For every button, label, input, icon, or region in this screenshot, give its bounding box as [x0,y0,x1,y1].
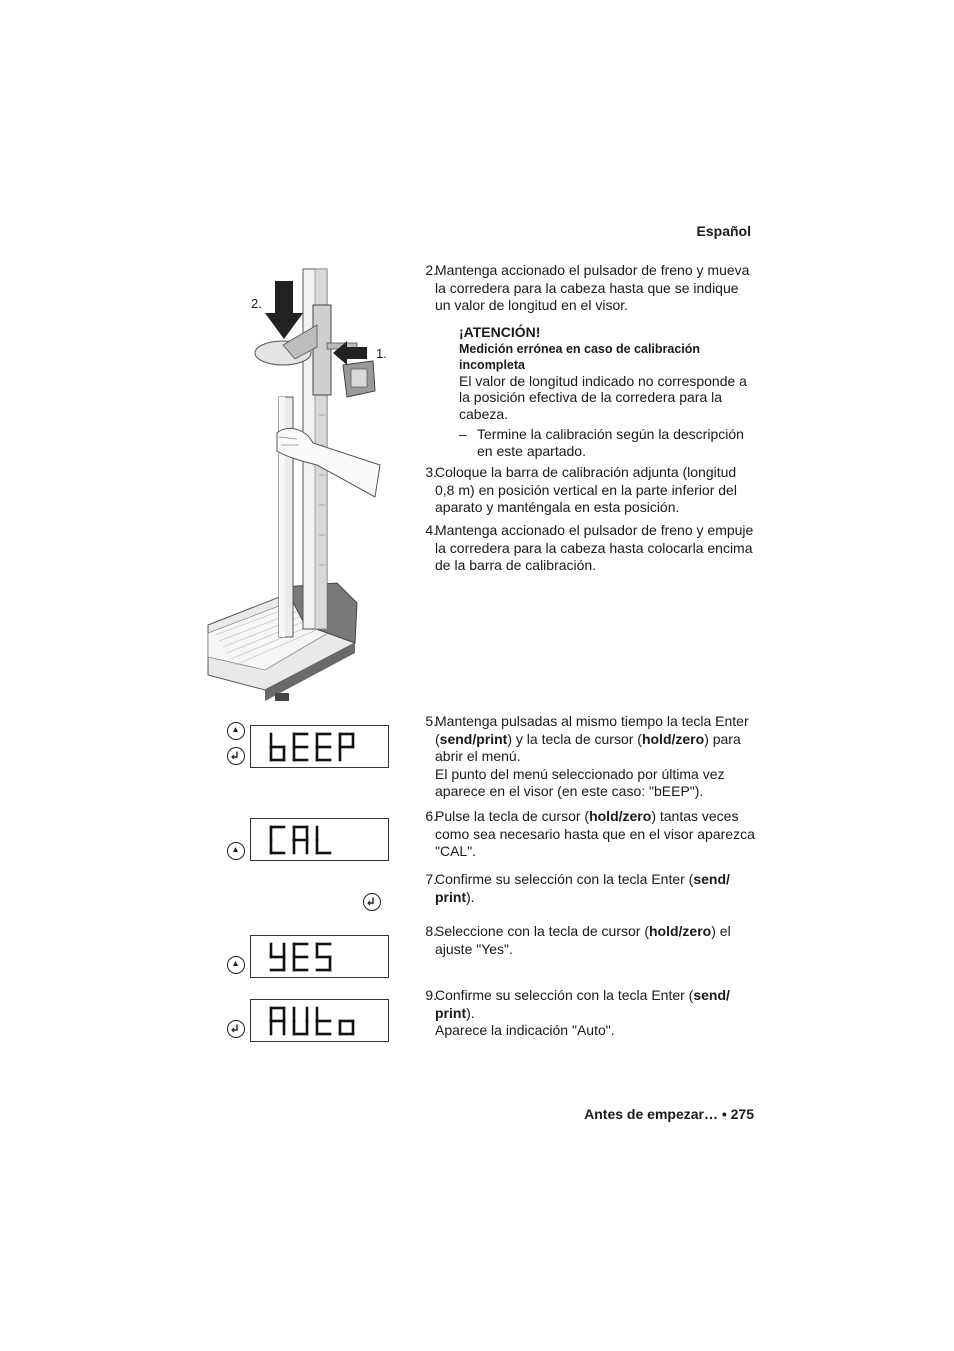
enter-key-icon [227,747,245,765]
step-number: 3. [425,464,437,480]
key-name-send-print: send/ print [435,987,730,1021]
lcd-display-auto [250,999,389,1042]
step-number: 6. [425,808,437,824]
attention-notice [459,324,754,459]
key-name-hold-zero: hold/zero [641,730,705,747]
step-text: Pulse la tecla de cursor (hold/zero) tantas veces como sea necesario hasta que en el visor aparezca "CAL". [435,808,755,860]
cursor-key-icon [227,722,245,740]
display-readout-auto [251,1000,388,1041]
step-number: 8. [425,923,437,939]
bullet-text: Termine la calibración según la descripción en este apartado. [477,426,744,459]
step-number: 7. [425,871,437,887]
key-name-hold-zero: hold/zero [649,923,712,939]
attention-title: ¡ATENCIÓN! [459,324,541,340]
enter-key-icon [363,893,381,911]
attention-subtitle: Medición errónea en caso de calibración incompleta [459,341,701,372]
page-footer: Antes de empezar… • 275 [584,1106,754,1122]
illustration-label-1: 1. [376,346,387,361]
step-text: Coloque la barra de calibración adjunta (longitud 0,8 m) en posición vertical en la parte inferior del aparato y manténgala en esta posición. [435,464,737,516]
step-5 [413,713,758,805]
step-number: 9. [425,987,437,1003]
step-text: Mantenga accionado el pulsador de freno y empuje la corredera para la cabeza hasta colocarla encima de la barra de calibración. [435,522,754,574]
step-number: 4. [425,522,437,538]
step-number: 2. [425,262,437,278]
step-text: Seleccione con la tecla de cursor (hold/zero) el ajuste "Yes". [435,923,731,957]
display-readout-beep [251,726,388,767]
lcd-display-cal [250,818,389,861]
cursor-key-icon [227,956,245,974]
step-7 [413,871,758,907]
step-8 [413,923,758,959]
step-4 [413,522,758,576]
step-number: 5. [425,713,437,729]
step-text: Confirme su selección con la tecla Enter (send/ print). Aparece la indicación "Auto". [435,987,730,1039]
attention-bullet [459,426,754,459]
step-3 [413,464,758,518]
attention-body: El valor de longitud indicado no corresponde a la posición efectiva de la corredera para la cabeza. [459,372,747,422]
step-text: Mantenga pulsadas al mismo tiempo la tecla Enter (send/print) y la tecla de cursor (hold/zero) para abrir el menú. El punto del menú seleccionado por última vez aparece en el visor (en este caso: "bEEP"). [435,713,749,800]
key-name-hold-zero: hold/zero [589,808,652,824]
cursor-key-icon [227,842,245,860]
key-name-send-print: send/ print [435,871,730,905]
step-2 [413,262,758,316]
display-readout-cal [251,819,388,860]
section-language-label: Español [696,223,751,239]
lcd-display-yes [250,935,389,978]
bullet-dash: – [459,426,467,442]
key-name-send-print: send/print [439,730,508,747]
step-6 [413,808,758,862]
step-9 [413,987,758,1041]
illustration-label-2: 2. [251,296,262,311]
calibration-illustration [205,265,395,705]
lcd-display-beep [250,725,389,768]
enter-key-icon [227,1020,245,1038]
step-text: Confirme su selección con la tecla Enter (send/ print). [435,871,730,905]
display-readout-yes [251,936,388,977]
step-text: Mantenga accionado el pulsador de freno y mueva la corredera para la cabeza hasta que se indique un valor de longitud en el visor. [435,262,750,314]
